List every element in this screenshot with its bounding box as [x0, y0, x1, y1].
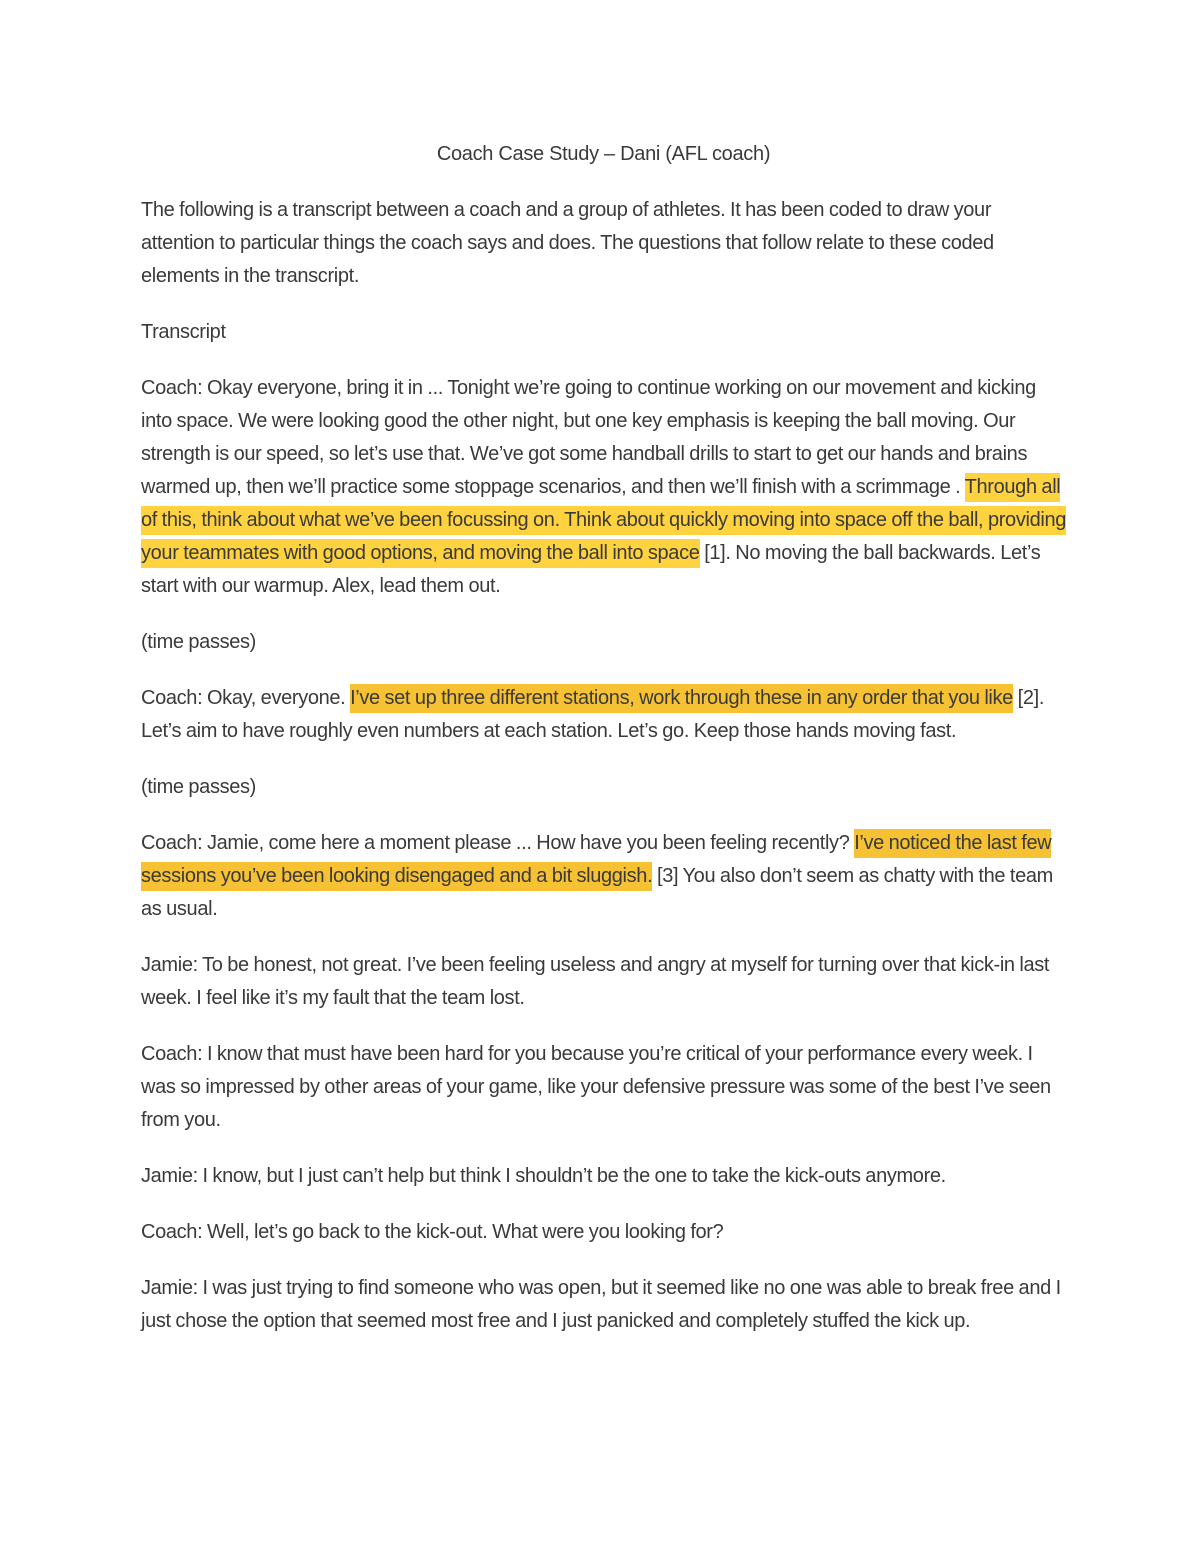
- text-after-code-2: [2]. Let’s aim to have roughly even numbers at each station. Let’s go. Keep those hands moving fast.: [141, 687, 1045, 742]
- transcript-paragraph-coach-jamie: [141, 827, 1066, 926]
- transcript-paragraph-coach-intro: [141, 372, 1066, 603]
- stage-direction-time-passes-1: (time passes): [141, 631, 256, 653]
- text-after-code-3: [3] You also don’t seem as chatty with the team as usual.: [141, 865, 1053, 920]
- text-before-code-1: Coach: Okay everyone, bring it in ... Tonight we’re going to continue working on our movement and kicking into space. We were looking good the other night, but one key emphasis is keeping the ball moving. Our strength is our speed, so let’s use that. We’ve got some handball drills to start to get our hands and brains warmed up, then we’ll practice some stoppage scenarios, and then we’ll finish with a scrimmage .: [141, 377, 1036, 498]
- text-after-code-1: [1]. No moving the ball backwards. Let’s start with our warmup. Alex, lead them out.: [141, 542, 1041, 597]
- highlight-code-3: I’ve noticed the last few sessions you’ve been looking disengaged and a bit sluggish.: [141, 829, 1051, 891]
- transcript-paragraph-coach-2: Coach: I know that must have been hard for you because you’re critical of your performance every week. I was so impressed by other areas of your game, like your defensive pressure was some of the best I’ve seen from you.: [141, 1043, 1051, 1131]
- transcript-paragraph-jamie-3: Jamie: I was just trying to find someone who was open, but it seemed like no one was able to break free and I just chose the option that seemed most free and I just panicked and completely stuffed the kick up.: [141, 1277, 1061, 1332]
- highlight-code-1: Through all of this, think about what we’ve been focussing on. Think about quickly moving into space off the ball, providing your teammates with good options, and moving the ball into space: [141, 473, 1066, 568]
- transcript-paragraph-jamie-1: Jamie: To be honest, not great. I’ve been feeling useless and angry at myself for turning over that kick-in last week. I feel like it’s my fault that the team lost.: [141, 954, 1050, 1009]
- section-heading-transcript: Transcript: [141, 321, 226, 343]
- transcript-paragraph-coach-stations: [141, 682, 1066, 748]
- document-title: Coach Case Study – Dani (AFL coach): [436, 143, 771, 165]
- document-page: [141, 138, 1066, 1361]
- transcript-paragraph-coach-3: Coach: Well, let’s go back to the kick-out. What were you looking for?: [141, 1221, 724, 1243]
- text-before-code-3: Coach: Jamie, come here a moment please ... How have you been feeling recently?: [141, 832, 855, 854]
- transcript-paragraph-jamie-2: Jamie: I know, but I just can’t help but think I shouldn’t be the one to take the kick-outs anymore.: [141, 1165, 946, 1187]
- intro-paragraph: The following is a transcript between a coach and a group of athletes. It has been coded to draw your attention to particular things the coach says and does. The questions that follow relate to these coded elements in the transcript.: [141, 199, 994, 287]
- text-before-code-2: Coach: Okay, everyone.: [141, 687, 351, 709]
- stage-direction-time-passes-2: (time passes): [141, 776, 256, 798]
- highlight-code-2: I’ve set up three different stations, work through these in any order that you like: [350, 684, 1013, 713]
